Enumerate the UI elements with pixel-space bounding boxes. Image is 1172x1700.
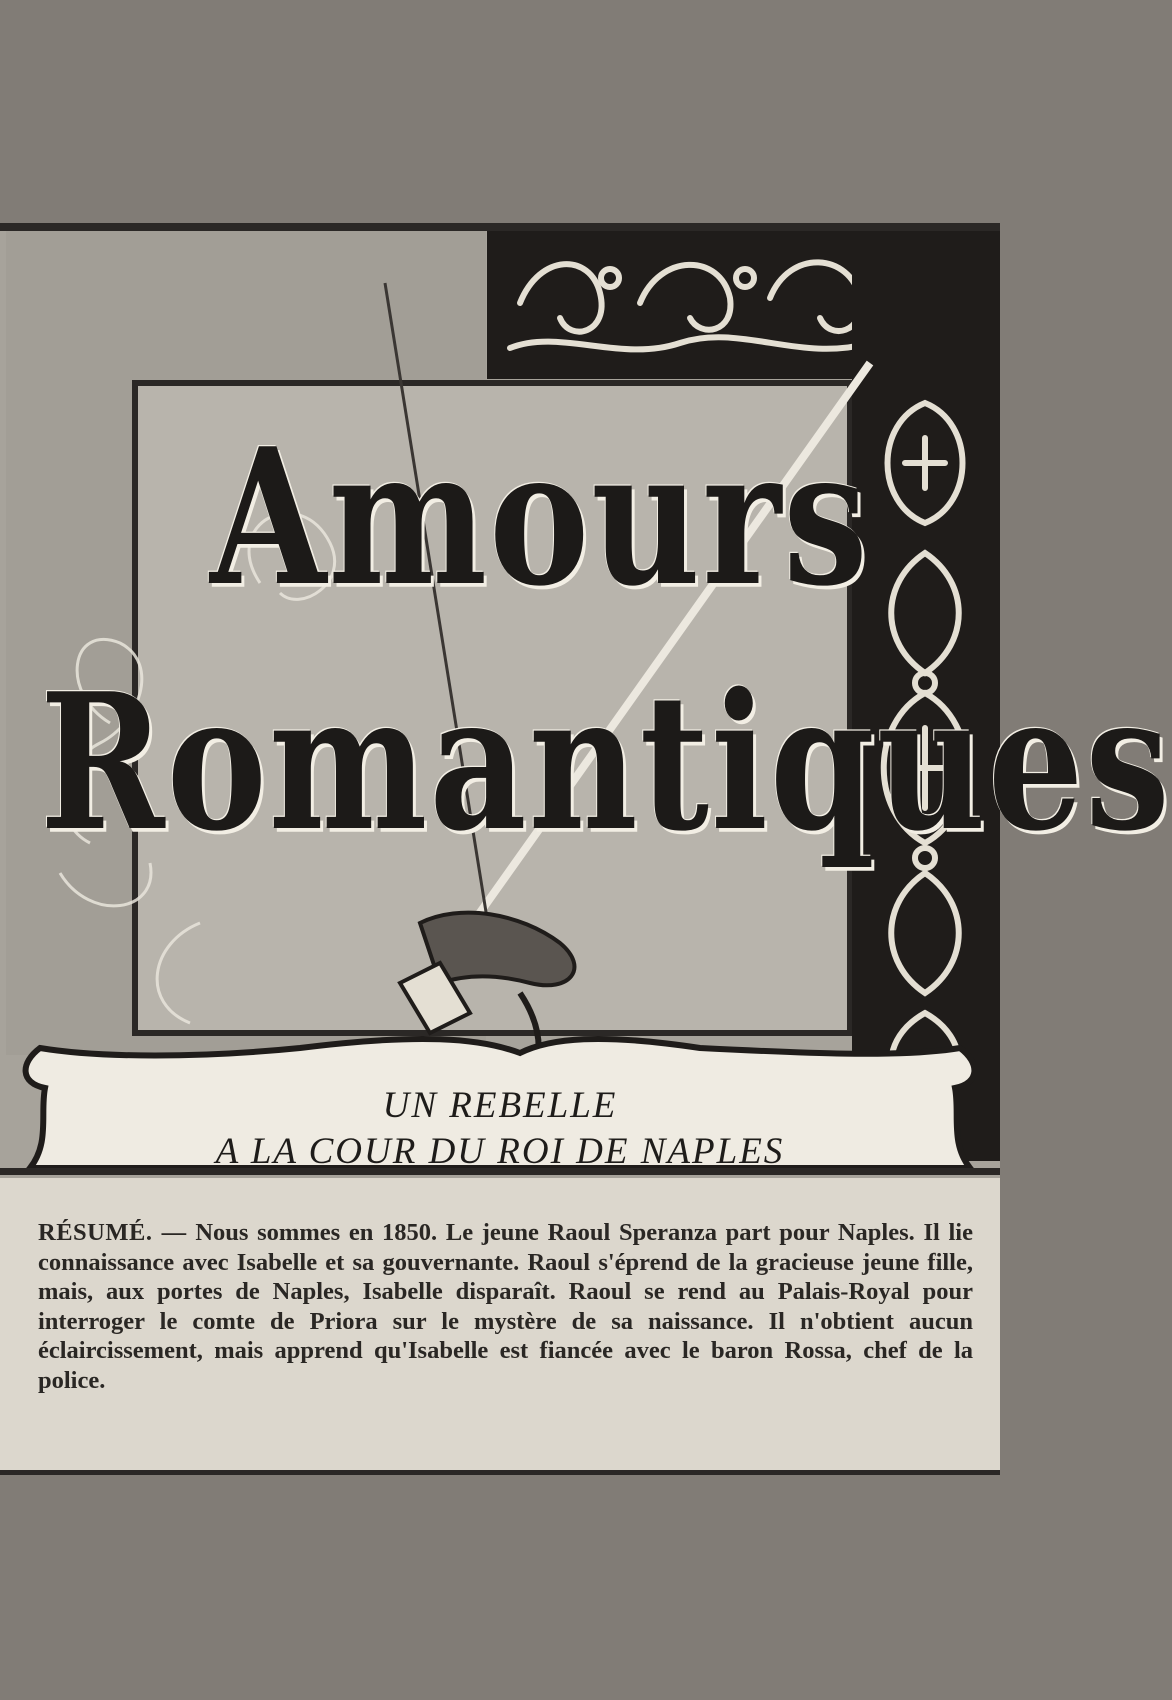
- resume-paragraph: [38, 1218, 973, 1395]
- subtitle-line-2: A LA COUR DU ROI DE NAPLES: [215, 1131, 785, 1172]
- title-amours: Amours: [210, 408, 870, 628]
- story-subtitle: [0, 1083, 1000, 1175]
- title-romantiques: Romantiques: [40, 653, 1172, 873]
- subtitle-line-1: UN REBELLE: [382, 1085, 618, 1126]
- bottom-rule: [0, 1470, 1000, 1475]
- top-rule: [0, 223, 1000, 231]
- resume-text: Nous sommes en 1850. Le jeune Raoul Speranza part pour Naples. Il lie connaissance avec Isabelle et sa gouvernante. Raoul s'éprend de la gracieuse jeune fille, mais, aux portes de Naples, Isabelle disparaît. Raoul se rend au Palais-Royal pour interroger le comte de Priora sur le mystère de sa naissance. Il n'obtient aucun éclaircissement, mais apprend qu'Isabelle est fiancée avec le baron Rossa, chef de la police.: [38, 1219, 973, 1394]
- magazine-clipping: [0, 223, 1172, 1475]
- resume-label: RÉSUMÉ. —: [38, 1219, 187, 1246]
